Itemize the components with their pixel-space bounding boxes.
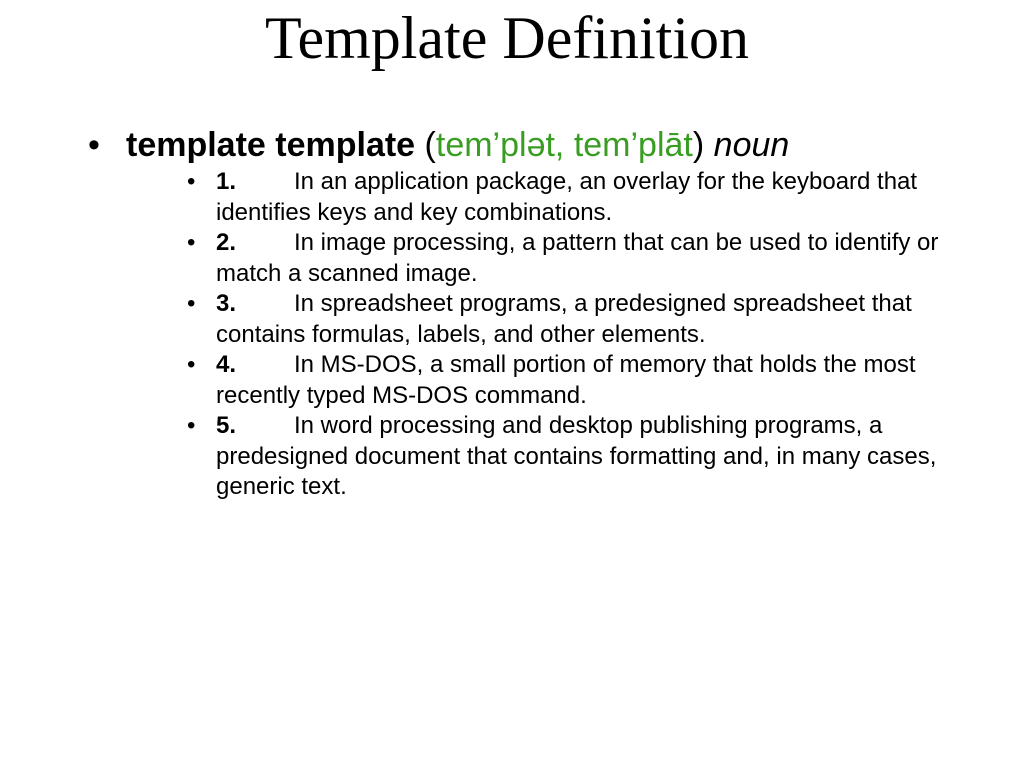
bullet-point: • [88, 126, 100, 164]
definition-item [187, 289, 947, 350]
definition-number: 2. [216, 229, 237, 256]
bullet-point: • [187, 290, 196, 317]
bullet-point: • [187, 229, 196, 256]
definition-item [187, 350, 947, 411]
slide-title: Template Definition [265, 5, 749, 71]
part-of-speech: noun [713, 126, 790, 164]
pronunciation: tem’plət, tem’plāt [435, 126, 693, 164]
dictionary-entry [88, 121, 988, 169]
open-paren: ( [415, 126, 436, 164]
definition-number: 3. [216, 290, 237, 317]
entry-term: template template [126, 126, 416, 164]
definition-item [187, 228, 947, 289]
bullet-point: • [187, 168, 196, 195]
definition-list [187, 167, 947, 503]
definition-number: 5. [216, 412, 237, 439]
definition-text: In MS-DOS, a small portion of memory that holds the most recently typed MS-DOS command. [216, 351, 916, 409]
definition-item [187, 411, 947, 503]
definition-text: In spreadsheet programs, a predesigned spreadsheet that contains formulas, labels, and other elements. [216, 290, 912, 348]
definition-text: In image processing, a pattern that can be used to identify or match a scanned image. [216, 229, 939, 287]
bullet-point: • [187, 351, 196, 378]
definition-number: 4. [216, 351, 237, 378]
close-paren: ) [692, 126, 714, 164]
bullet-point: • [187, 412, 196, 439]
definition-text: In an application package, an overlay for the keyboard that identifies keys and key combinations. [216, 168, 918, 226]
definition-item [187, 167, 947, 228]
definition-number: 1. [216, 168, 237, 195]
definition-text: In word processing and desktop publishing programs, a predesigned document that contains formatting and, in many cases, generic text. [216, 412, 937, 500]
